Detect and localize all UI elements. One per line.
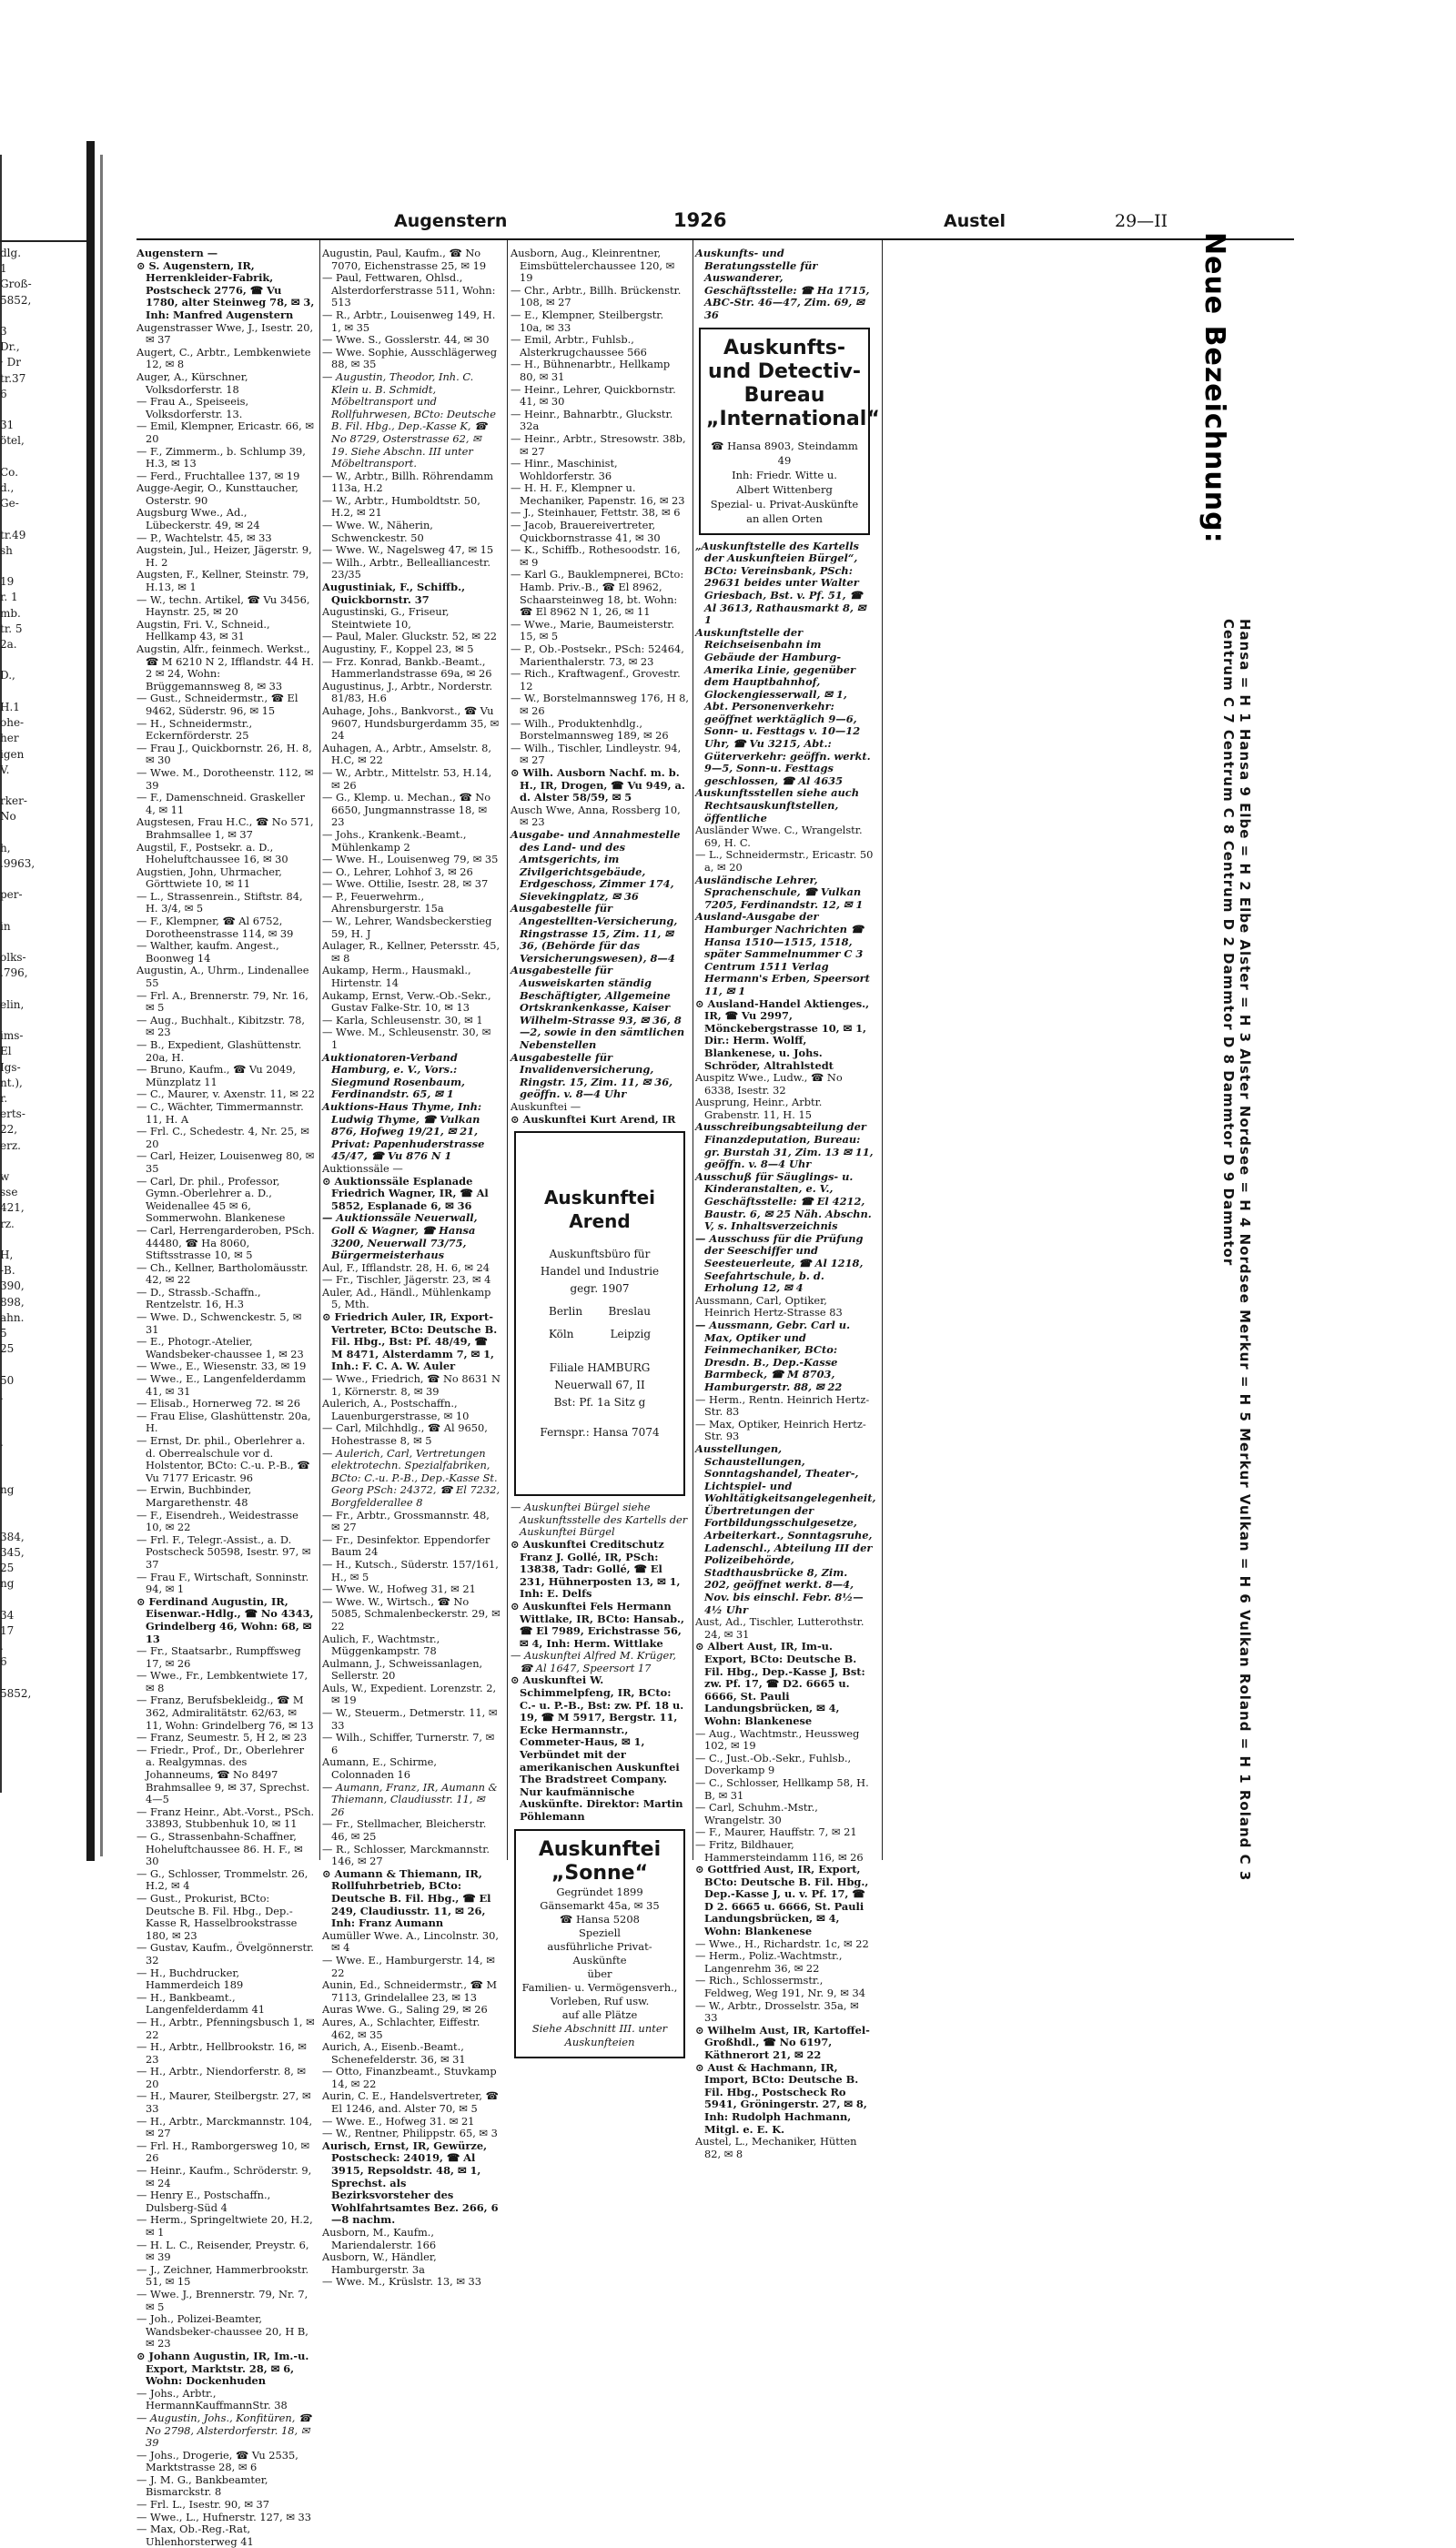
directory-entry: — Walther, kaufm. Angest., Boonweg 14 — [136, 939, 279, 965]
directory-entry: — Wwe. S., Gosslerstr. 44, ✉ 30 — [322, 333, 490, 347]
directory-entry: — W., Steuerm., Detmerstr. 11, ✉ 33 — [322, 1706, 498, 1732]
directory-entry: — Chr., Arbtr., Billh. Brückenstr. 108, ✉ 27 — [511, 283, 682, 309]
directory-entry: Aumüller Wwe. A., Lincolnstr. 30, ✉ 4 — [322, 1928, 500, 1955]
directory-entry: — Wwe. M., Krüslstr. 13, ✉ 33 — [322, 2275, 482, 2289]
directory-entry: — Wwe. H., Louisenweg 79, ✉ 35 — [322, 853, 499, 866]
directory-entry: — E., Photogr.-Atelier, Wandsbeker-chaussee 1, ✉ 23 — [136, 1335, 304, 1360]
directory-entry: — W., Arbtr., Drosselstr. 35a, ✉ 33 — [695, 1998, 859, 2025]
directory-entry: — C., Wächter, Timmermannstr. 11, H. A — [136, 1099, 304, 1126]
directory-entry: — Joh., Polizei-Beamter, Wandsbeker-chaussee 20, H B, ✉ 23 — [136, 2312, 308, 2351]
directory-entry: — Wwe. W., Hofweg 31, ✉ 21 — [322, 1582, 476, 1596]
directory-entry: — Fr., Desinfektor. Eppendorfer Baum 24 — [322, 1532, 490, 1559]
directory-entry: — H., Arbtr., Pfenningsbusch 1, ✉ 22 — [136, 2015, 315, 2041]
directory-entry: — B., Expedient, Glashüttenstr. 20a, H. — [136, 1038, 302, 1064]
directory-entry: — Carl, Herrengarderoben, PSch. 44480, ☎ Ha 8060, Stiftsstrasse 10, ✉ 5 — [136, 1223, 315, 1262]
ad-line: Bst: Pf. 1a Sitz g — [553, 1396, 646, 1410]
directory-entry: — Carl, Heizer, Louisenweg 80, ✉ 35 — [136, 1149, 315, 1175]
directory-entry: — J. M. G., Bankbeamter, Bismarckstr. 8 — [136, 2472, 268, 2499]
directory-entry: — Frau A., Speiseeis, Volksdorferstr. 13. — [136, 395, 249, 420]
ad-title: Auskunftei Arend — [543, 1187, 656, 1233]
directory-entry: — Franz, Seumestr. 5, H 2, ✉ 23 — [136, 1731, 308, 1744]
directory-entry: — P., Feuerwehrm., Ahrensburgerstr. 15a — [322, 889, 444, 915]
directory-entry: Augenstrasser Wwe, J., Isestr. 20, ✉ 37 — [136, 320, 314, 347]
directory-entry: — Ausschuss für die Prüfung der Seeschiffer und Seesteuerleute, ☎ Al 1218, Seefahrtschule, b. d. Erholung 12, ✉ 4 — [695, 1231, 864, 1295]
directory-entry: — C., Maurer, v. Axenstr. 11, ✉ 22 — [136, 1087, 315, 1101]
ad-line: Gänsemarkt 45a, ✉ 35 — [540, 1898, 660, 1912]
directory-entry: — Wwe., E., Langenfelderdamm 41, ✉ 31 — [136, 1372, 307, 1398]
directory-entry: Augustiniak, F., Schiffb., Quickbornstr. 37 — [322, 581, 466, 606]
column-1 — [136, 247, 315, 2548]
directory-entry: — Gust., Prokurist, BCto: Deutsche B. Fil. Hbg., Dep.-Kasse R, Hasselbrookstrasse 180, ✉ 23 — [136, 1891, 298, 1942]
directory-entry: ⊙ Auskunftei Kurt Arend, IR — [511, 1112, 676, 1126]
directory-entry: — H. H. F., Klempner u. Mechaniker, Papenstr. 16, ✉ 23 — [511, 481, 685, 507]
directory-entry: — Wwe., Fr., Lembkentwiete 17, ✉ 8 — [136, 1669, 308, 1694]
directory-entry: — Max, Optiker, Heinrich Hertz-Str. 93 — [695, 1417, 866, 1443]
directory-entry: — H., Schneidermstr., Eckernförderstr. 25 — [136, 716, 253, 743]
directory-entry: Ausstellungen, Schaustellungen, Sonntagshandel, Theater-, Lichtspiel- und Wohltätigkeitsangelegenheit, Übertretungen der Fortbildungsschulgesetze, Arbeiterkart., Sonntagsruhe, Ladenschl., Abteilung III der Polizeibehörde, Stadthausbrücke 8, Zim. 202, geöffnet werkt. 8—4, Nov. bis einschl. Febr. 8½—4½ Uhr — [695, 1441, 876, 1616]
margin-notice-title: Neue Bezeichnung: — [1198, 232, 1230, 544]
directory-entry: — Wwe. E., Hofweg 31. ✉ 21 — [322, 2114, 475, 2128]
directory-entry: — Frl. A., Brennerstr. 79, Nr. 16, ✉ 5 — [136, 988, 308, 1015]
directory-entry: — R., Arbtr., Louisenweg 149, H. 1, ✉ 35 — [322, 308, 496, 334]
directory-entry: Aurisch, Ernst, IR, Gewürze, Postscheck: 24019, ☎ Al 3915, Repsoldstr. 48, ✉ 1, Sprechst. als Bezirksvorsteher des Wohlfahrtsamtes Bez. 266, 6—8 nachm. — [322, 2138, 499, 2227]
directory-entry: — Aug., Wachtmstr., Heussweg 102, ✉ 19 — [695, 1726, 860, 1753]
directory-entry: — F., Zimmerm., b. Schlump 39, H.3, ✉ 13 — [136, 444, 306, 470]
directory-entry: Auspitz Wwe., Ludw., ☎ No 6338, Isestr. 32 — [695, 1071, 843, 1097]
directory-entry: Aurin, C. E., Handelsvertreter, ☎ El 1246, and. Alster 70, ✉ 5 — [322, 2089, 499, 2116]
ad-auskunftei-sonne — [514, 1829, 685, 2058]
directory-entry: — Aug., Buchhalt., Kibitzstr. 78, ✉ 23 — [136, 1013, 305, 1039]
directory-entry: Aulmann, J., Schweissanlagen, Sellerstr. 20 — [322, 1656, 483, 1683]
directory-entry: — Herm., Springeltwiete 20, H.2, ✉ 1 — [136, 2213, 313, 2239]
directory-entry: — Aulerich, Carl, Vertretungen elektrotechn. Spezialfabriken, BCto: C.-u. P.-B., Dep.-Kasse St. Georg PSch: 24372, ☎ El 7232, Borgfelderallee 8 — [322, 1446, 500, 1509]
directory-entry: — Johs., Arbtr., HermannKauffmannStr. 38 — [136, 2386, 288, 2412]
directory-entry: — G., Strassenbahn-Schaffner, Hoheluftchaussee 86. H. F., ✉ 30 — [136, 1830, 303, 1868]
directory-entry: — C., Schlosser, Hellkamp 58, H. B, ✉ 31 — [695, 1775, 869, 1802]
directory-entry: — Paul, Fettwaren, Ohlsd., Alsterdorferstrasse 511, Wohn: 513 — [322, 271, 496, 309]
directory-entry: — Rich., Schlossermstr., Feldweg, Weg 191, Nr. 9, ✉ 34 — [695, 1974, 865, 2000]
column-divider — [507, 240, 508, 1860]
directory-entry: Aulich, F., Wachtmstr., Müggenkampstr. 78 — [322, 1632, 440, 1658]
ad-line: Auskunftsbüro für — [549, 1248, 651, 1261]
directory-entry: — H., Arbtr., Hellbrookstr. 16, ✉ 23 — [136, 2040, 307, 2066]
directory-entry: — Wilh., Arbtr., Bellealliancestr. 23/35 — [322, 555, 490, 581]
directory-entry: Augstil, F., Postsekr. a. D., Hoheluftchaussee 16, ✉ 30 — [136, 840, 288, 866]
directory-entry: Auls, W., Expedient. Lorenzstr. 2, ✉ 19 — [322, 1681, 497, 1707]
directory-entry: — W., Arbtr., Humboldtstr. 50, H.2, ✉ 21 — [322, 493, 480, 520]
ad-cities — [521, 1320, 678, 1343]
ad-line: Inh: Friedr. Witte u. — [732, 468, 837, 481]
directory-entry: — F., Eisendreh., Weidestrasse 10, ✉ 22 — [136, 1508, 298, 1534]
directory-entry: Augustin, Paul, Kaufm., ☎ No 7070, Eichenstrasse 25, ✉ 19 — [322, 247, 487, 272]
directory-entry: — Franz, Berufsbekleidg., ☎ M 362, Admiralitätstr. 62/63, ✉ 11, Wohn: Grindelberg 76, ✉ 13 — [136, 1694, 314, 1732]
directory-entry: — H., Arbtr., Marckmannstr. 104, ✉ 27 — [136, 2114, 313, 2140]
directory-entry: Ausland-Ausgabe der Hamburger Nachrichten ☎ Hansa 1510—1515, 1518, später Sammelnummer C 3 Centrum 1511 Verlag Hermann's Erben, Speersort 11, ✉ 1 — [695, 910, 870, 997]
page-number: 29—II — [1115, 211, 1168, 231]
directory-entry: — R., Schlosser, Marckmannstr. 146, ✉ 27 — [322, 1842, 490, 1868]
directory-entry: ⊙ Gottfried Aust, IR, Export, BCto: Deutsche B. Fil. Hbg., Dep.-Kasse J, u. v. Pf. 17, ☎ D 2. 6665 u. 6666, St. Pauli Landungsbrücken, ✉ 4, Wohn: Blankenese — [695, 1863, 869, 1938]
column-3 — [511, 247, 689, 2048]
directory-entry: — Henry E., Postschaffn., Dulsberg-Süd 4 — [136, 2189, 271, 2214]
column-divider — [319, 240, 320, 1860]
directory-entry: — O., Lehrer, Lohhof 3, ✉ 26 — [322, 864, 473, 878]
directory-entry: — H., Buchdrucker, Hammerdeich 189 — [136, 1966, 244, 1992]
directory-entry: — Wwe. Sophie, Ausschlägerweg 88, ✉ 35 — [322, 345, 498, 371]
directory-entry: — Frl. C., Schedestr. 4, Nr. 25, ✉ 20 — [136, 1125, 309, 1150]
directory-entry: — H., Kutsch., Süderstr. 157/161, H., ✉ 5 — [322, 1557, 499, 1583]
directory-entry: — Wwe. J., Brennerstr. 79, Nr. 7, ✉ 5 — [136, 2287, 308, 2313]
ad-line: Filiale HAMBURG — [549, 1361, 651, 1375]
page-header — [136, 209, 1320, 237]
directory-entry: Auskunftstelle der Reichseisenbahn im Gebäude der Hamburg-Amerika Linie, gegenüber dem Hauptbahnhof, Glockengiesserwall, ✉ 1, Abt. Personenverkehr: geöffnet werktäglich 9—6, Sonn- u. Festtags v. 10—12 Uhr, ☎ Vu 3215, Abt.: Güterverkehr: geöffn. werkt. 9—5, Sonn-u. Festtags geschlossen, ☎ Al 4635 — [695, 625, 871, 787]
directory-entry: — Elisab., Hornerweg 72. ✉ 26 — [136, 1397, 300, 1410]
directory-entry: Augstesen, Frau H.C., ☎ No 571, Brahmsallee 1, ✉ 37 — [136, 815, 314, 841]
directory-entry: — Frz. Konrad, Bankb.-Beamt., Hammerlandstrasse 69a, ✉ 26 — [322, 654, 492, 681]
directory-entry: — G., Klemp. u. Mechan., ☎ No 6650, Jungmannstrasse 18, ✉ 23 — [322, 791, 491, 829]
directory-entry: Ausborn, M., Kaufm., Mariendalerstr. 166 — [322, 2226, 437, 2251]
directory-entry: Aust, Ad., Tischler, Lutterothstr. 24, ✉ 31 — [695, 1615, 864, 1641]
directory-entry: ⊙ Johann Augustin, IR, Im.-u. Export, Marktstr. 28, ✉ 6, Wohn: Dockenhuden — [136, 2349, 309, 2388]
directory-entry: — Max, Ob.-Reg.-Rat, Uhlenhorsterweg 41 — [136, 2523, 254, 2548]
directory-entry: — P., Wachtelstr. 45, ✉ 33 — [136, 531, 272, 544]
directory-entry: — H. L. C., Reisender, Preystr. 6, ✉ 39 — [136, 2238, 309, 2264]
directory-entry: — Fr., Arbtr., Grossmannstr. 48, ✉ 27 — [322, 1508, 490, 1534]
directory-entry: Auhagen, A., Arbtr., Amselstr. 8, H.C, ✉ 22 — [322, 741, 491, 767]
ad-line: Vorleben, Ruf usw. — [550, 1994, 650, 2007]
directory-entry: Ausgabestelle für Ausweiskarten ständig Beschäftigter, Allgemeine Ortskrankenkasse, Kaiser Wilhelm-Strasse 93, ✉ 36, 8—2, sowie in den sämtlichen Nebenstellen — [511, 964, 685, 1051]
header-year: 1926 — [673, 209, 727, 231]
book-gutter-shadow — [100, 155, 103, 1856]
directory-entry: — Frl. L., Isestr. 90, ✉ 37 — [136, 2498, 270, 2512]
directory-entry: ⊙ Auktionssäle Esplanade Friedrich Wagner, IR, ☎ Al 5852, Esplanade 6, ✉ 36 — [322, 1174, 489, 1212]
directory-entry: — Herm., Rentn. Heinrich Hertz-Str. 83 — [695, 1392, 870, 1419]
directory-entry: Aunin, Ed., Schneidermstr., ☎ M 7113, Grindelallee 23, ✉ 13 — [322, 1978, 498, 2004]
directory-entry: — H., Arbtr., Niendorferstr. 8, ✉ 20 — [136, 2065, 306, 2090]
directory-entry: Auger, A., Kürschner, Volksdorferstr. 18 — [136, 369, 248, 396]
directory-entry: Ausländische Lehrer, Sprachenschule, ☎ Vulkan 7205, Ferdinandstr. 12, ✉ 1 — [695, 873, 864, 911]
directory-entry: — Frau F., Wirtschaft, Sonninstr. 94, ✉ 1 — [136, 1570, 309, 1596]
directory-entry: Augustiny, F., Koppel 23, ✉ 5 — [322, 642, 474, 655]
directory-entry: — W., Arbtr., Mittelstr. 53, H.14, ✉ 26 — [322, 765, 492, 792]
directory-entry: — F., Maurer, Hauffstr. 7, ✉ 21 — [695, 1825, 857, 1839]
left-page-fragment: dlg. 1 Groß- 5852, 3 Dr., · Dr tr.37 6 31 ötel, Co. d., Ge- tr.49 sh 19 r. 1 mb. tr. 5 2a. D., H.1 ohe- her igen V. rker- No h, .9963, per- in olks- .796, elin, ims- El Igs- nt.), r. erts- 22, erz. w sse 421, rz. H, -B. 390, 898, ahn. 5 25 50 . . ng 384, 345, 25 ng 34 17 . 6 5852, — [0, 247, 35, 1700]
directory-entry: — Fritz, Bildhauer, Hammersteindamm 116, ✉ 26 — [695, 1837, 864, 1864]
directory-entry: ⊙ Aumann & Thiemann, IR, Rollfuhrbetrieb, BCto: Deutsche B. Fil. Hbg., ☎ El 249, Claudiusstr. 11, ✉ 26, Inh: Franz Aumann — [322, 1866, 491, 1930]
directory-entry: — Wwe. Ottilie, Isestr. 28, ✉ 37 — [322, 877, 489, 891]
directory-entry: Augustinus, J., Arbtr., Norderstr. 81/83, H.6 — [322, 679, 493, 705]
directory-entry: — Paul, Maler. Gluckstr. 52, ✉ 22 — [322, 630, 498, 643]
directory-entry: Auskunfts- und Beratungsstelle für Auswanderer, Geschäftsstelle: ☎ Ha 1715, ABC-Str. 46—47, Zim. 69, ✉ 36 — [695, 247, 870, 321]
directory-entry: — L., Schneidermstr., Ericastr. 50 a, ✉ 20 — [695, 848, 874, 874]
directory-entry: Ausgabestelle für Angestellten-Versicherung, Ringstrasse 15, Zim. 11, ✉ 36, (Behörde für das Versicherungswesen), 8—4 — [511, 902, 678, 965]
directory-entry: — Johs., Krankenk.-Beamt., Mühlenkamp 2 — [322, 827, 467, 854]
directory-entry: — H., Maurer, Steilbergstr. 27, ✉ 33 — [136, 2089, 311, 2116]
directory-entry: — K., Schiffb., Rothesoodstr. 16, ✉ 9 — [511, 543, 681, 569]
directory-entry: — Auskunftei Bürgel siehe Auskunftsstelle des Kartells der Auskunftei Bürgel — [511, 1501, 688, 1539]
directory-entry: Augstin, Fri. V., Schneid., Hellkamp 43, ✉ 31 — [136, 617, 270, 643]
directory-entry: — Frau J., Quickbornstr. 26, H. 8, ✉ 30 — [136, 741, 312, 767]
directory-entry: — D., Strassb.-Schaffn., Rentzelstr. 16, H.3 — [136, 1285, 261, 1311]
directory-entry: — W., Arbtr., Billh. Röhrendamm 113a, H.2 — [322, 469, 494, 495]
directory-entry: Auskunftei — — [511, 1099, 581, 1113]
directory-entry: Augenstern — — [136, 247, 218, 259]
directory-entry: Auktions-Haus Thyme, Inh: Ludwig Thyme, ☎ Vulkan 876, Hofweg 19/21, ✉ 21, Privat: Papenhuderstrasse 45/47, ☎ Vu 876 N 1 — [322, 1099, 485, 1163]
directory-entry: — Karl G., Bauklempnerei, BCto: Hamb. Priv.-B., ☎ El 8962, Schaarsteinweg 18, bt. Wohn: ☎ El 8962 N 1, 26, ✉ 11 — [511, 568, 684, 619]
left-page-rule — [0, 240, 86, 242]
directory-entry: Ausländer Wwe. C., Wrangelstr. 69, H. C. — [695, 824, 863, 849]
ad-city: Berlin — [549, 1305, 583, 1319]
ad-line: Neuerwall 67, II — [554, 1379, 645, 1392]
directory-entry: Augge-Aegir, O., Kunsttaucher, Osterstr. 90 — [136, 481, 298, 507]
directory-entry: — C., Just.-Ob.-Sekr., Fuhlsb., Doverkamp 9 — [695, 1751, 852, 1777]
directory-entry: Aul, F., Ifflandstr. 28, H. 6, ✉ 24 — [322, 1260, 490, 1274]
directory-entry: — Gustav, Kaufm., Övelgönnerstr. 32 — [136, 1941, 314, 1967]
directory-entry: — W., Borstelmannsweg 176, H 8, ✉ 26 — [511, 692, 689, 717]
directory-entry: — Frau Elise, Glashüttenstr. 20a, H. — [136, 1409, 311, 1435]
directory-entry: — Emil, Arbtr., Fuhlsb., Alsterkrugchaussee 566 — [511, 333, 647, 359]
directory-entry: — W., Rentner, Philippstr. 65, ✉ 3 — [322, 2127, 498, 2140]
directory-entry: Aulager, R., Kellner, Petersstr. 45, ✉ 8 — [322, 939, 500, 965]
ad-line: Speziell — [579, 1926, 621, 1939]
directory-entry: Aulerich, A., Postschaffn., Lauenburgerstrasse, ✉ 10 — [322, 1397, 470, 1422]
directory-page — [136, 209, 1320, 2548]
ad-title: Auskunftei „Sonne“ — [538, 1837, 662, 1885]
directory-entry: Ausborn, W., Händler, Hamburgerstr. 3a — [322, 2250, 437, 2276]
directory-entry: — Erwin, Buchbinder, Margarethenstr. 48 — [136, 1483, 252, 1509]
ad-line: ausführliche Privat-Auskünfte — [547, 1939, 652, 1967]
ad-line: auf alle Plätze — [561, 2007, 638, 2021]
directory-entry: — Carl, Dr. phil., Professor, Gymn.-Oberlehrer a. D., Weidenallee 45 ✉ 6, Sommerwohn. Blankenese — [136, 1174, 286, 1225]
ad-city: Breslau — [608, 1305, 651, 1319]
directory-entry: ⊙ Auskunftei Creditschutz Franz J. Gollé, IR, PSch: 13838, Tadr: Gollé, ☎ El 231, Hühnerposten 13, ✉ 1, Inh: E. Delfs — [511, 1537, 681, 1601]
directory-entry: — Auskunftei Alfred M. Krüger, ☎ Al 1647, Speersort 17 — [511, 1649, 677, 1674]
book-gutter — [86, 141, 95, 1861]
column-2 — [322, 247, 500, 2289]
directory-entry: Ausgabe- und Annahmestelle des Land- und des Amtsgerichts, im Zivilgerichtsgebäude, Erdgeschoss, Zimmer 174, Sievekingplatz, ✉ 36 — [511, 827, 681, 903]
directory-entry: ⊙ Ausland-Handel Aktienges., IR, ☎ Vu 2997, Mönckebergstrasse 10, ✉ 1, Dir.: Herm. Wolff, Blankenese, u. Johs. Schröder, Altrahlstedt — [695, 996, 870, 1072]
directory-entry: Ausschreibungsabteilung der Finanzdeputation, Bureau: gr. Burstah 31, Zim. 13 ✉ 11, geöffn. v. 8—4 Uhr — [695, 1120, 874, 1171]
directory-entry: Augsburg Wwe., Ad., Lübeckerstr. 49, ✉ 24 — [136, 506, 260, 532]
directory-entry: ⊙ S. Augenstern, IR, Herrenkleider-Fabrik, Postscheck 2776, ☎ Vu 1780, alter Steinweg 78, ✉ 3, Inh: Manfred Augenstern — [136, 258, 315, 321]
directory-entry: — Wilh., Tischler, Lindleystr. 94, ✉ 27 — [511, 741, 682, 767]
directory-entry: Auktionssäle — — [322, 1161, 403, 1175]
directory-entry: Auskunftsstellen siehe auch Rechtsauskunftstellen, öffentliche — [695, 786, 859, 824]
directory-entry: — Wwe., H., Richardstr. 1c, ✉ 22 — [695, 1936, 869, 1950]
directory-entry: — Jacob, Brauereivertreter, Quickbornstrasse 41, ✉ 30 — [511, 519, 661, 544]
ad-line: Handel und Industrie — [540, 1265, 660, 1279]
directory-entry: — Ch., Kellner, Bartholomäusstr. 42, ✉ 22 — [136, 1260, 308, 1287]
directory-entry: — F., Klempner, ☎ Al 6752, Dorotheenstrasse 114, ✉ 39 — [136, 915, 294, 940]
directory-entry: — Franz Heinr., Abt.-Vorst., PSch. 33893, Stubbenhuk 10, ✉ 11 — [136, 1805, 315, 1831]
directory-entry: — J., Steinhauer, Fettstr. 38, ✉ 6 — [511, 506, 681, 520]
directory-entry: — Wwe. W., Näherin, Schwenckestr. 50 — [322, 519, 433, 544]
directory-entry: Auhage, Johs., Bankvorst., ☎ Vu 9607, Hundsburgerdamm 35, ✉ 24 — [322, 703, 500, 743]
directory-entry: — Augustin, Johs., Konfitüren, ☎ No 2798, Alsterdorferstr. 18, ✉ 39 — [136, 2411, 312, 2450]
ad-line: Fernspr.: Hansa 7074 — [540, 1426, 660, 1440]
directory-entry: ⊙ Wilh. Ausborn Nachf. m. b. H., IR, Drogen, ☎ Vu 949, a. d. Alster 58/59, ✉ 5 — [511, 765, 685, 804]
directory-entry: — Herm., Poliz.-Wachtmstr., Langenrehm 36, ✉ 22 — [695, 1949, 843, 1975]
directory-entry: — E., Klempner, Steilbergstr. 10a, ✉ 33 — [511, 308, 664, 334]
directory-entry: — Fr., Staatsarbr., Rumpffsweg 17, ✉ 26 — [136, 1644, 301, 1670]
directory-entry: — Emil, Klempner, Ericastr. 66, ✉ 20 — [136, 420, 314, 445]
directory-entry: — Ernst, Dr. phil., Oberlehrer a. d. Oberrealschule vor d. Holstentor, BCto: C.-u. P.-B., ☎ Vu 7177 Ericastr. 96 — [136, 1434, 310, 1484]
directory-entry: Aurich, A., Eisenb.-Beamt., Schenefelderstr. 36, ✉ 31 — [322, 2040, 466, 2066]
directory-entry: Ausgabestelle für Invalidenversicherung, Ringstr. 15, Zim. 11, ✉ 36, geöffn. v. 8—4 Uhr — [511, 1050, 673, 1101]
directory-entry: Auktionatoren-Verband Hamburg, e. V., Vors.: Siegmund Rosenbaum, Ferdinandstr. 65, ✉ 1 — [322, 1050, 465, 1101]
directory-entry: Austel, L., Mechaniker, Hütten 82, ✉ 8 — [695, 2135, 857, 2160]
directory-entry: — Hinr., Maschinist, Wohldorferstr. 36 — [511, 457, 618, 482]
ad-line: Familien- u. Vermögensverh., — [521, 1980, 678, 1994]
directory-entry: — Johs., Drogerie, ☎ Vu 2535, Marktstrasse 28, ✉ 6 — [136, 2448, 298, 2474]
directory-entry: Aussmann, Carl, Optiker, Heinrich Hertz-Strasse 83 — [695, 1293, 843, 1320]
directory-entry: — Wilh., Produktenhdlg., Borstelmannsweg 189, ✉ 26 — [511, 716, 669, 743]
directory-entry: — Wwe. M., Schleusenstr. 30, ✉ 1 — [322, 1026, 491, 1051]
directory-entry: — Wwe. W., Wirtsch., ☎ No 5085, Schmalenbeckerstr. 29, ✉ 22 — [322, 1594, 500, 1633]
directory-entry: ⊙ Albert Aust, IR, Im-u. Export, BCto: Deutsche B. Fil. Hbg., Dep.-Kasse J, Bst: zw. Pf. 17, ☎ D2. 6665 u. 6666, St. Pauli Landungsbrücken, ✉ 4, Wohn: Blankenese — [695, 1640, 865, 1727]
ad-line: ☎ Hansa 5208 — [560, 1912, 640, 1926]
directory-entry: — Frl. F., Telegr.-Assist., a. D. Postscheck 50598, Isestr. 97, ✉ 37 — [136, 1532, 311, 1571]
ad-line: ☎ Hansa 8903, Steindamm 49 — [711, 439, 858, 467]
directory-entry: Auras Wwe. G., Saling 29, ✉ 26 — [322, 2003, 488, 2017]
directory-entry: „Auskunftstelle des Kartells der Auskunfteien Bürgel“, BCto: Vereinsbank, PSch: 29631 beides unter Walter Griesbach, Bst. v. Pf. 51, ☎ Al 3613, Rathausmarkt 8, ✉ 1 — [695, 539, 866, 627]
directory-entry: — Bruno, Kaufm., ☎ Vu 2049, Münzplatz 11 — [136, 1063, 296, 1088]
directory-entry: — Heinr., Kaufm., Schröderstr. 9, ✉ 24 — [136, 2164, 312, 2189]
directory-entry: — Ferd., Fruchtallee 137, ✉ 19 — [136, 469, 300, 482]
directory-entry: Augstien, John, Uhrmacher, Görttwiete 10, ✉ 11 — [136, 864, 282, 891]
ad-line: Albert Wittenberg — [736, 482, 833, 496]
directory-entry: Ausborn, Aug., Kleinrentner, Eimsbüttelerchaussee 120, ✉ 19 — [511, 247, 675, 285]
directory-entry: — Rich., Kraftwagenf., Grovestr. 12 — [511, 667, 681, 693]
directory-entry: — W., techn. Artikel, ☎ Vu 3456, Haynstr. 25, ✉ 20 — [136, 592, 310, 619]
ad-city: Köln — [549, 1328, 574, 1341]
header-last-entry: Austel — [944, 211, 1006, 231]
directory-entry: — Gust., Schneidermstr., ☎ El 9462, Süderstr. 96, ✉ 15 — [136, 692, 298, 717]
directory-entry: Aukamp, Herm., Hausmakl., Hirtenstr. 14 — [322, 964, 471, 990]
directory-entry: Aumann, E., Schirme, Colonnaden 16 — [322, 1755, 438, 1782]
directory-entry: ⊙ Auskunftei W. Schimmelpfeng, IR, BCto: C.- u. P.-B., Bst: zw. Pf. 18 u. 19, ☎ M 5917, Bergstr. 11, Ecke Hermannstr., Commeter-Haus, ✉ 1, Verbündet mit der amerikanischen Auskunftei The Bradstreet Company. Nur kaufmännische Auskünfte. Direktor: Martin Pöhlemann — [511, 1673, 684, 1823]
directory-entry: — H., Bankbeamt., Langenfelderdamm 41 — [136, 1990, 265, 2017]
directory-entry: — Wwe. W., Nagelsweg 47, ✉ 15 — [322, 543, 494, 557]
directory-entry: — Heinr., Lehrer, Quickbornstr. 41, ✉ 30 — [511, 382, 676, 409]
directory-entry: — G., Schlosser, Trommelstr. 26, H.2, ✉ 4 — [136, 1866, 308, 1893]
directory-entry: ⊙ Wilhelm Aust, IR, Kartoffel-Großhdl., ☎ No 6197, Käthnerort 21, ✉ 22 — [695, 2023, 870, 2061]
ad-cities — [521, 1298, 678, 1320]
directory-entry: Aukamp, Ernst, Verw.-Ob.-Sekr., Gustav Falke-Str. 10, ✉ 13 — [322, 988, 491, 1015]
ad-line: Siehe Abschnitt III. unter — [531, 2021, 668, 2035]
directory-entry: — Frl. H., Ramborgersweg 10, ✉ 26 — [136, 2138, 310, 2165]
ad-line: Spezial- u. Privat-Auskünfte — [710, 497, 859, 511]
ad-line: über — [587, 1967, 612, 1980]
directory-entry: — Wwe. M., Dorotheenstr. 112, ✉ 39 — [136, 765, 314, 792]
directory-entry: — Friedr., Prof., Dr., Oberlehrer a. Realgymnas. des Johanneums, ☎ No 8497 Brahmsallee 9, ✉ 37, Sprechst. 4—5 — [136, 1743, 310, 1806]
margin-exchange-list: Hansa = H 1 Hansa 9 Elbe = H 2 Elbe Alster = H 3 Alster Nordsee = H 4 Nordsee Merkur = H 5 Merkur Vulkan = H 6 Vulkan Roland = H 1 Roland C 3 Centrum C 7 Centrum C 8 Centrum D 2 Dammtor D 8 Dammtor D 9 Dammtor — [1220, 619, 1253, 1882]
directory-entry: — Karla, Schleusenstr. 30, ✉ 1 — [322, 1013, 483, 1026]
directory-entry: — H., Bühnenarbtr., Hellkamp 80, ✉ 31 — [511, 358, 671, 383]
ad-title: Auskunfts- und Detectiv-Bureau „International“ — [706, 336, 880, 430]
directory-entry: Augustinski, G., Friseur, Steintwiete 10, — [322, 605, 450, 631]
directory-entry: — Heinr., Bahnarbtr., Gluckstr. 32a — [511, 407, 673, 433]
directory-entry: — P., Ob.-Postsekr., PSch: 52464, Marienthalerstr. 73, ✉ 23 — [511, 642, 684, 668]
directory-entry: Augsten, F., Kellner, Steinstr. 79, H.13, ✉ 1 — [136, 568, 309, 594]
directory-entry: — Wwe., Marie, Baumeisterstr. 15, ✉ 5 — [511, 617, 675, 643]
directory-entry: — L., Strassenrein., Stiftstr. 84, H. 3/4, ✉ 5 — [136, 889, 303, 915]
directory-entry: — Wwe. E., Hamburgerstr. 14, ✉ 22 — [322, 1953, 495, 1979]
directory-entry: Augustin, A., Uhrm., Lindenallee 55 — [136, 964, 309, 990]
ad-line: an allen Orten — [746, 511, 823, 525]
directory-entry: — Heinr., Arbtr., Stresowstr. 38b, ✉ 27 — [511, 431, 686, 458]
directory-entry: ⊙ Aust & Hachmann, IR, Import, BCto: Deutsche B. Fil. Hbg., Postscheck Ro 5941, Gröningerstr. 27, ✉ 8, Inh: Rudolph Hachmann, Mitgl. e. E. K. — [695, 2060, 867, 2136]
directory-entry: — Wilh., Schiffer, Turnerstr. 7, ✉ 6 — [322, 1731, 495, 1756]
directory-entry: — Auktionssäle Neuerwall, Goll & Wagner, ☎ Hansa 3200, Neuerwall 73/75, Bürgermeisterhaus — [322, 1211, 478, 1262]
directory-entry: — Wwe., L., Hufnerstr. 127, ✉ 33 — [136, 2510, 312, 2523]
directory-entry: Aures, A., Schlachter, Eiffestr. 462, ✉ 35 — [322, 2015, 480, 2041]
ad-detectiv-bureau-international — [699, 328, 880, 535]
ad-auskunftei-arend — [514, 1131, 685, 1496]
directory-entry: — Carl, Milchhdlg., ☎ Al 9650, Hohestrasse 8, ✉ 5 — [322, 1421, 488, 1447]
directory-entry: ⊙ Auskunftei Fels Hermann Wittlake, IR, BCto: Hansab., ☎ El 7989, Erichstrasse 56, ✉ 4, Inh: Herm. Wittlake — [511, 1599, 684, 1650]
directory-entry: — Wwe. D., Schwenckestr. 5, ✉ 31 — [136, 1310, 302, 1336]
directory-entry: — Otto, Finanzbeamt., Stuvkamp 14, ✉ 22 — [322, 2065, 497, 2090]
directory-entry: ⊙ Friedrich Auler, IR, Export-Vertreter, BCto: Deutsche B. Fil. Hbg., Bst: Pf. 48/49, ☎ M 8471, Alsterdamm 7, ✉ 1, Inh.: F. C. A. W. Auler — [322, 1310, 498, 1373]
directory-entry: — Wwe., E., Wiesenstr. 33, ✉ 19 — [136, 1360, 307, 1373]
directory-entry: — Fr., Stellmacher, Bleicherstr. 46, ✉ 25 — [322, 1817, 487, 1843]
directory-entry: Augstein, Jul., Heizer, Jägerstr. 9, H. 2 — [136, 543, 312, 569]
directory-entry: — Augustin, Theodor, Inh. C. Klein u. B. Schmidt, Möbeltransport und Rollfuhrwesen, BCto: Deutsche B. Fil. Hbg., Dep.-Kasse K, ☎ No 8729, Osterstrasse 62, ✉ 19. Siehe Abschn. III unter Möbeltransport. — [322, 369, 496, 470]
directory-entry: Augstin, Alfr., feinmech. Werkst., ☎ M 6210 N 2, Ifflandstr. 44 H. 2 ✉ 24, Wohn: Brüggemannsweg 8, ✉ 33 — [136, 642, 314, 693]
directory-entry: Ausschuß für Säuglings- u. Kinderanstalten, e. V., Geschäftsstelle: ☎ El 4212, Baustr. 6, ✉ 25 Näh. Abschn. V, s. Inhaltsverzeichnis — [695, 1169, 872, 1233]
directory-entry: Auler, Ad., Händl., Mühlenkamp 5, Mth. — [322, 1285, 491, 1311]
directory-entry: — Wwe., Friedrich, ☎ No 8631 N 1, Körnerstr. 8, ✉ 39 — [322, 1372, 500, 1398]
header-first-entry: Augenstern — [394, 211, 508, 231]
directory-entry: — W., Lehrer, Wandsbeckerstieg 59, H. J — [322, 915, 492, 940]
header-rule — [136, 238, 1294, 240]
directory-entry: — Aussmann, Gebr. Carl u. Max, Optiker und Feinmechaniker, BCto: Dresdn. B., Dep.-Kasse Barmbeck, ☎ M 8703, Hamburgerstr. 88, ✉ 22 — [695, 1318, 851, 1393]
directory-entry: — F., Damenschneid. Graskeller 4, ✉ 11 — [136, 791, 305, 816]
directory-entry: — Fr., Tischler, Jägerstr. 23, ✉ 4 — [322, 1273, 491, 1287]
ad-line: Auskunfteien — [564, 2035, 635, 2048]
directory-entry: — Aumann, Franz, IR, Aumann & Thiemann, Claudiusstr. 11, ✉ 26 — [322, 1780, 498, 1818]
ad-city: Leipzig — [610, 1328, 651, 1341]
directory-entry: Augert, C., Arbtr., Lembkenwiete 12, ✉ 8 — [136, 345, 311, 371]
ad-line: gegr. 1907 — [570, 1282, 630, 1296]
ad-line: Gegründet 1899 — [556, 1885, 643, 1898]
directory-entry: Ausprung, Heinr., Arbtr. Grabenstr. 11, H. 15 — [695, 1096, 823, 1121]
column-4 — [695, 247, 880, 2160]
directory-entry: — Carl, Schuhm.-Mstr., Wrangelstr. 30 — [695, 1801, 818, 1826]
column-divider — [882, 240, 883, 1860]
directory-entry: ⊙ Ferdinand Augustin, IR, Eisenwar.-Hdlg., ☎ No 4343, Grindelberg 46, Wohn: 68, ✉ 13 — [136, 1594, 314, 1645]
directory-entry: Ausch Wwe, Anna, Rossberg 10, ✉ 23 — [511, 803, 681, 829]
directory-entry: — J., Zeichner, Hammerbrookstr. 51, ✉ 15 — [136, 2262, 309, 2289]
